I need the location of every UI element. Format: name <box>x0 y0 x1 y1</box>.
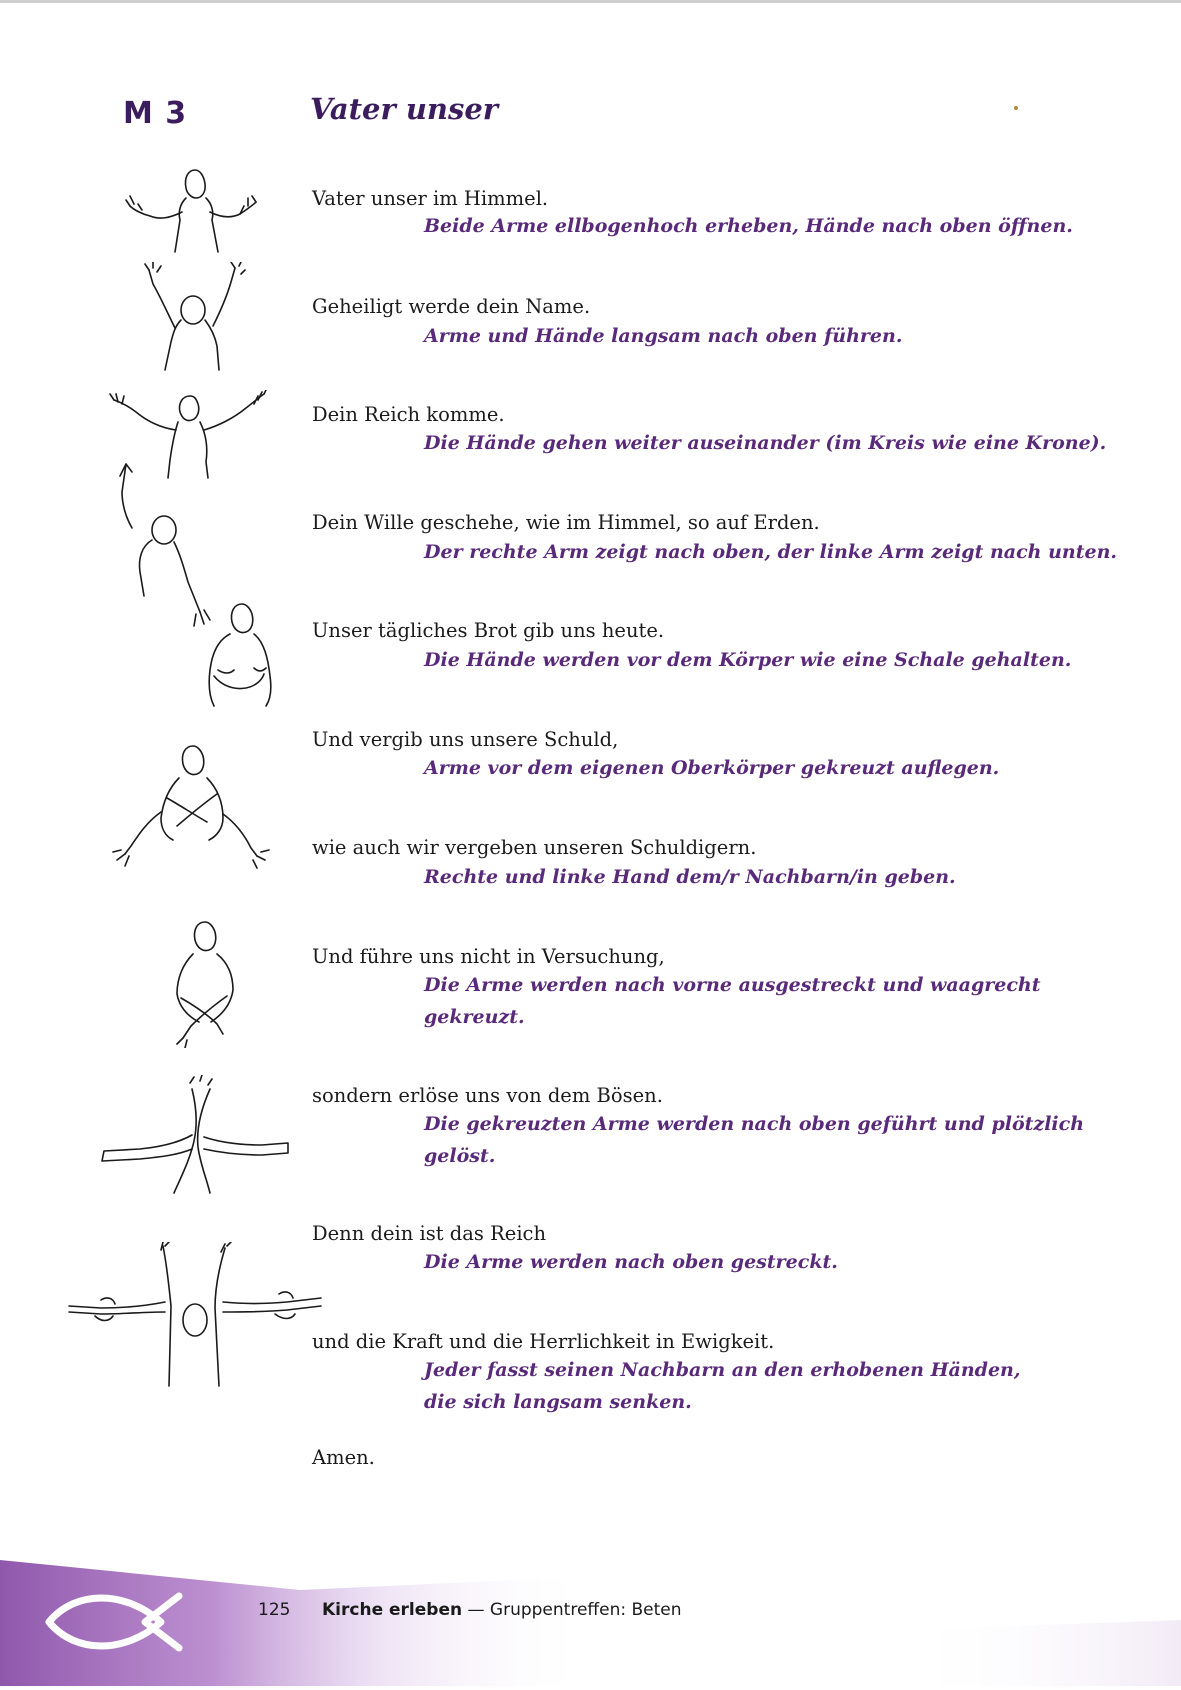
gesture-instruction: Rechte und linke Hand dem/r Nachbarn/in geben. <box>424 866 956 888</box>
prayer-line: Geheiligt werde dein Name. <box>312 295 591 318</box>
gesture-instruction: Die Hände werden vor dem Körper wie eine Schale gehalten. <box>424 649 1072 671</box>
prayer-line: Und führe uns nicht in Versuchung, <box>312 945 665 968</box>
book-title: Kirche erleben <box>322 1600 463 1620</box>
gesture-instruction: Beide Arme ellbogenhoch erheben, Hände nach oben öffnen. <box>424 215 1073 237</box>
gesture-figure-bowl-hands <box>200 600 280 710</box>
gesture-figure-arms-crossed-forward <box>165 918 245 1048</box>
page-title: Vater unser <box>310 92 499 126</box>
gesture-instruction: Die gekreuzten Arme werden nach oben geführt und plötzlich gelöst. <box>424 1113 1085 1167</box>
prayer-line: Und vergib uns unsere Schuld, <box>312 728 619 751</box>
page-number: 125 <box>258 1600 291 1620</box>
prayer-line: Amen. <box>312 1446 375 1469</box>
gesture-figure-arms-released <box>98 1075 293 1205</box>
top-rule <box>0 0 1181 3</box>
gesture-figure-arms-stretched-up <box>65 1242 325 1387</box>
prayer-line: sondern erlöse uns von dem Bösen. <box>312 1084 663 1107</box>
gesture-instruction: Die Arme werden nach vorne ausgestreckt und waagrecht gekreuzt. <box>424 974 1041 1028</box>
gesture-figure-arms-crossed-chest <box>95 742 290 872</box>
section-title: Gruppentreffen: Beten <box>489 1600 682 1620</box>
gesture-instruction: Die Hände gehen weiter auseinander (im Kreis wie eine Krone). <box>424 432 1107 454</box>
prayer-line: Unser tägliches Brot gib uns heute. <box>312 619 665 642</box>
gesture-instruction: Arme und Hände langsam nach oben führen. <box>424 325 903 347</box>
prayer-line: und die Kraft und die Herrlichkeit in Ewigkeit. <box>312 1330 775 1353</box>
prayer-line: Vater unser im Himmel. <box>312 187 549 210</box>
prayer-line: Denn dein ist das Reich <box>312 1222 547 1245</box>
speck <box>1014 106 1018 110</box>
gesture-figure-arms-raised <box>135 262 255 372</box>
footer-separator: — <box>467 1600 485 1620</box>
prayer-line: Dein Wille geschehe, wie im Himmel, so auf Erden. <box>312 511 820 534</box>
gesture-figure-arms-elbow-high <box>120 160 260 260</box>
prayer-line: wie auch wir vergeben unseren Schuldigern. <box>312 836 757 859</box>
gesture-instruction: Jeder fasst seinen Nachbarn an den erhobenen Händen, die sich langsam senken. <box>424 1359 1021 1413</box>
gesture-instruction: Der rechte Arm zeigt nach oben, der linke Arm zeigt nach unten. <box>424 541 1118 563</box>
gesture-instruction: Arme vor dem eigenen Oberkörper gekreuzt auflegen. <box>424 757 1000 779</box>
prayer-line: Dein Reich komme. <box>312 403 505 426</box>
gesture-instruction: Die Arme werden nach oben gestreckt. <box>424 1251 838 1273</box>
footer-title <box>322 1600 682 1620</box>
fish-logo-icon <box>45 1586 185 1662</box>
material-label: M 3 <box>123 96 188 131</box>
